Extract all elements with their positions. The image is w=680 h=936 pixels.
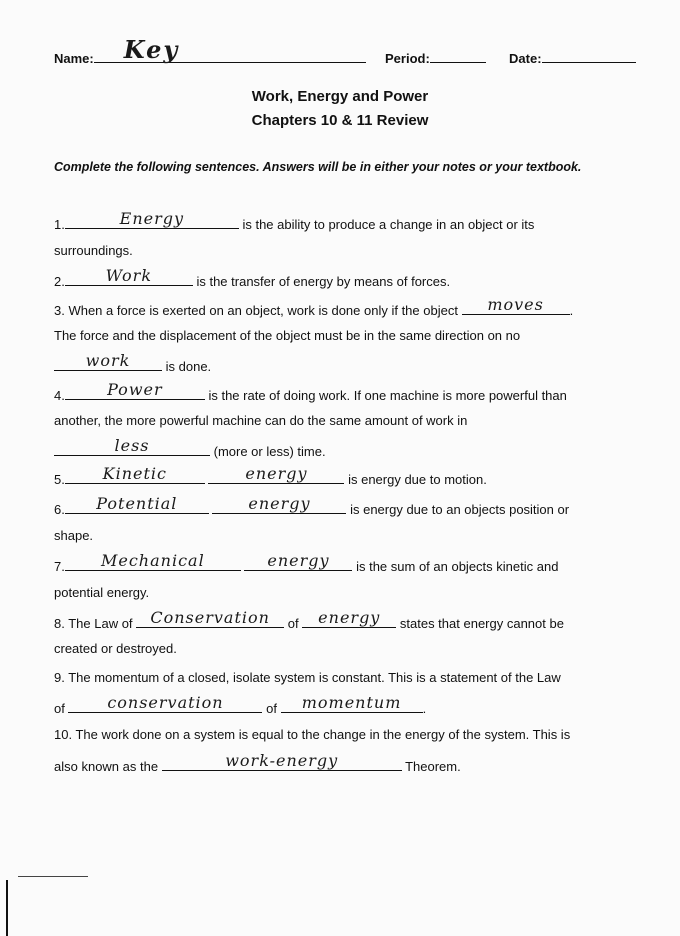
- q4-blank-2: [54, 436, 210, 456]
- q4-text: is the rate of doing work. If one machine is more powerful than: [208, 388, 567, 403]
- q6-number: 6.: [54, 502, 65, 517]
- date-label: Date:: [509, 51, 542, 66]
- q10-line-2: [54, 751, 461, 775]
- q10-lead: also known as the: [54, 759, 159, 774]
- question-7: [54, 551, 559, 575]
- q8-mid: of: [287, 616, 299, 631]
- header-row: [54, 35, 636, 66]
- title-line-2: Chapters 10 & 11 Review: [251, 112, 429, 129]
- q10-end: Theorem.: [405, 759, 461, 774]
- q8-blank: [136, 608, 284, 628]
- q1-number: 1.: [54, 217, 65, 232]
- q6-text: is energy due to an objects position or: [350, 502, 570, 517]
- q6-blank: [65, 494, 209, 514]
- q7-blank: [65, 551, 241, 571]
- scan-edge-bar: [6, 880, 8, 936]
- q2-blank: [65, 266, 193, 286]
- question-8: [54, 608, 564, 632]
- question-2: [54, 266, 451, 290]
- title-line-1: Work, Energy and Power: [251, 88, 429, 105]
- q7-number: 7.: [54, 559, 65, 574]
- question-4: [54, 380, 567, 404]
- scan-mark-line: [18, 876, 88, 877]
- q3-line-3: [54, 351, 212, 375]
- q10-blank: [162, 751, 402, 771]
- q9-blank-2: [281, 693, 423, 713]
- period-label: Period:: [385, 51, 430, 66]
- q8-answer: Conservation: [150, 608, 270, 627]
- period-blank: [430, 48, 486, 63]
- q10-answer: work-energy: [225, 751, 339, 770]
- q2-number: 2.: [54, 274, 65, 289]
- q4-text-3: (more or less) time.: [213, 444, 326, 459]
- q9-answer-2: momentum: [301, 693, 402, 712]
- q3-text-3: is done.: [165, 359, 212, 374]
- q7-text-line-2: potential energy.: [54, 585, 150, 600]
- q5-blank-2: [208, 464, 344, 484]
- q6-answer-2: energy: [248, 494, 311, 513]
- q1-text: is the ability to produce a change in an object or its: [242, 217, 535, 232]
- q4-text-line-2: another, the more powerful machine can do the same amount of work in: [54, 413, 468, 428]
- q3-blank: [462, 295, 570, 315]
- q7-answer-2: energy: [267, 551, 330, 570]
- question-9: 9. The momentum of a closed, isolate system is constant. This is a statement of the Law: [54, 670, 561, 685]
- q9-blank: [68, 693, 262, 713]
- q7-text: is the sum of an objects kinetic and: [356, 559, 559, 574]
- q4-answer-2: less: [114, 436, 150, 455]
- q5-answer: Kinetic: [102, 464, 168, 483]
- q3-end: .: [569, 303, 574, 318]
- question-10: 10. The work done on a system is equal to the change in the energy of the system. This is: [54, 727, 571, 742]
- q7-answer: Mechanical: [100, 551, 205, 570]
- instructions: Complete the following sentences. Answers will be in either your notes or your textbook.: [54, 160, 582, 174]
- q4-blank: [65, 380, 205, 400]
- q3-blank-2: [54, 351, 162, 371]
- q9-lead: of: [54, 701, 65, 716]
- q6-answer: Potential: [96, 494, 178, 513]
- q3-answer-2: work: [85, 351, 131, 370]
- q8-blank-2: [302, 608, 396, 628]
- q6-text-line-2: shape.: [54, 528, 94, 543]
- q9-line-2: [54, 693, 427, 717]
- q2-answer: Work: [105, 266, 153, 285]
- question-5: [54, 464, 487, 488]
- q4-number: 4.: [54, 388, 65, 403]
- q5-answer-2: energy: [245, 464, 308, 483]
- q2-text: is the transfer of energy by means of forces.: [196, 274, 451, 289]
- q5-text: is energy due to motion.: [348, 472, 487, 487]
- q9-answer: conservation: [107, 693, 224, 712]
- q8-text-line-2: created or destroyed.: [54, 641, 177, 656]
- q4-answer: Power: [107, 380, 163, 399]
- q3-text-line-2: The force and the displacement of the object must be in the same direction on no: [54, 328, 521, 343]
- q8-text: states that energy cannot be: [399, 616, 564, 631]
- question-6: [54, 494, 570, 518]
- name-answer: Key: [123, 35, 180, 64]
- q1-blank: [65, 209, 239, 229]
- q3-answer: moves: [487, 295, 544, 314]
- q9-end: .: [422, 701, 427, 716]
- q9-mid: of: [266, 701, 277, 716]
- q5-blank: [65, 464, 205, 484]
- q3-lead: 3. When a force is exerted on an object, work is done only if the object: [54, 303, 458, 318]
- name-blank: [94, 35, 366, 64]
- q7-blank-2: [244, 551, 352, 571]
- name-label: Name:: [54, 51, 94, 66]
- q4-line-3: [54, 436, 326, 460]
- question-1: [54, 209, 535, 233]
- q8-lead: 8. The Law of: [54, 616, 133, 631]
- q8-answer-2: energy: [318, 608, 381, 627]
- q1-answer: Energy: [119, 209, 185, 228]
- question-3: [54, 295, 574, 319]
- date-blank: [542, 48, 636, 63]
- q1-text-line-2: surroundings.: [54, 243, 133, 258]
- q6-blank-2: [212, 494, 346, 514]
- q5-number: 5.: [54, 472, 65, 487]
